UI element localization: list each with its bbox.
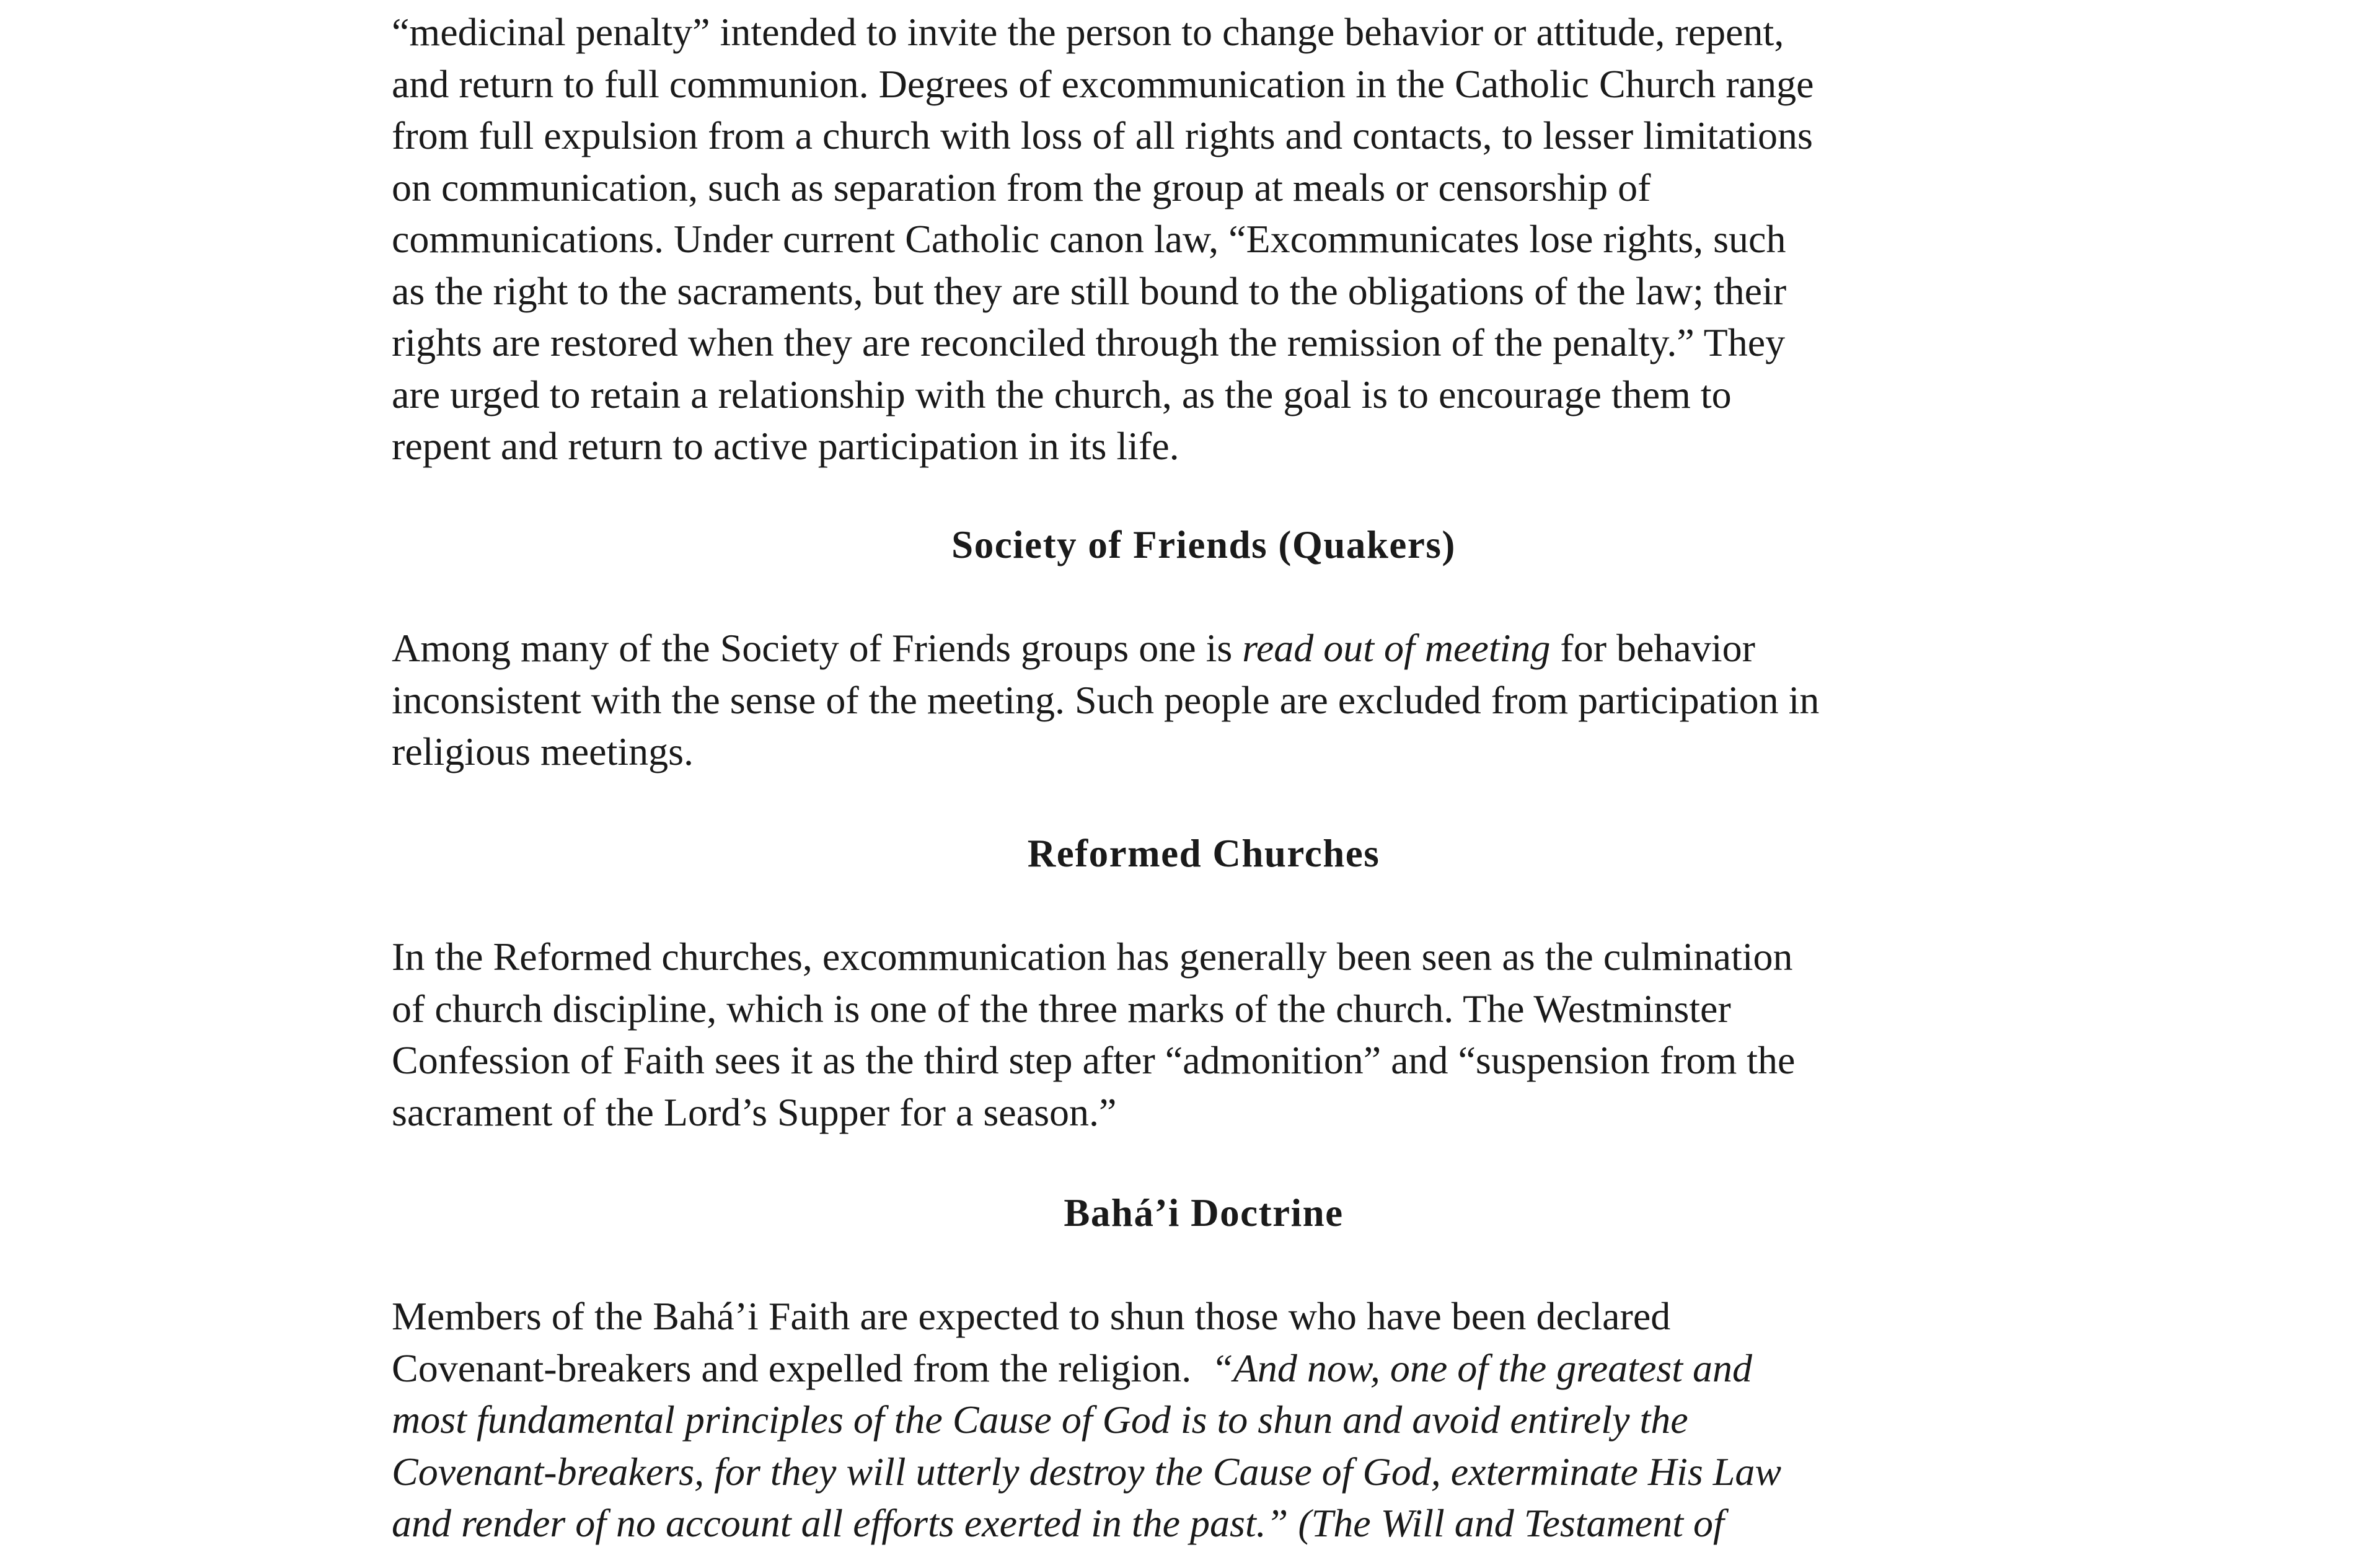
paragraph-line bbox=[392, 622, 1819, 674]
paragraph-line bbox=[392, 1342, 1781, 1394]
paragraph-line: from full expulsion from a church with loss of all rights and contacts, to lesser limitations bbox=[392, 113, 1813, 157]
paragraph-line: as the right to the sacraments, but they are still bound to the obligations of the law; their bbox=[392, 268, 1787, 313]
bahai-paragraph bbox=[392, 1290, 1781, 1549]
paragraph-line: of church discipline, which is one of the three marks of the church. The Westminster bbox=[392, 986, 1731, 1031]
quakers-paragraph bbox=[392, 622, 1819, 778]
reformed-paragraph bbox=[392, 931, 1795, 1138]
paragraph-line: on communication, such as separation from the group at meals or censorship of bbox=[392, 165, 1651, 209]
italic-quote-line: Covenant-breakers, for they will utterly destroy the Cause of God, exterminate His Law bbox=[392, 1449, 1782, 1494]
paragraph-line: communications. Under current Catholic canon law, “Excommunicates lose rights, such bbox=[392, 217, 1786, 261]
paragraph-line: rights are restored when they are reconciled through the remission of the penalty.” They bbox=[392, 320, 1786, 364]
paragraph-line: In the Reformed churches, excommunication has generally been seen as the culmination bbox=[392, 935, 1793, 979]
paragraph-line: repent and return to active participation in its life. bbox=[392, 424, 1179, 468]
line-text: Covenant-breakers and expelled from the religion. bbox=[392, 1346, 1212, 1390]
bahai-heading: Bahá’i Doctrine bbox=[1064, 1191, 1344, 1235]
paragraph-line: inconsistent with the sense of the meeting. Such people are excluded from participation in bbox=[392, 677, 1820, 722]
italic-quote: “And now, one of the greatest and bbox=[1211, 1346, 1752, 1390]
italic-quote-line: most fundamental principles of the Cause of God is to shun and avoid entirely the bbox=[392, 1398, 1688, 1442]
paragraph-line: sacrament of the Lord’s Supper for a season.” bbox=[392, 1090, 1117, 1134]
paragraph-line: and return to full communion. Degrees of excommunication in the Catholic Church range bbox=[392, 61, 1814, 106]
italic-term: read out of meeting bbox=[1242, 626, 1551, 670]
line-text: for behavior bbox=[1550, 626, 1755, 670]
line-text: Among many of the Society of Friends groups one is bbox=[392, 626, 1243, 670]
reformed-heading: Reformed Churches bbox=[1027, 832, 1380, 875]
italic-quote-line: and render of no account all efforts exerted in the past.” (The Will and Testament of bbox=[392, 1501, 1724, 1545]
paragraph-line: “medicinal penalty” intended to invite the person to change behavior or attitude, repent, bbox=[392, 10, 1784, 54]
quakers-heading: Society of Friends (Quakers) bbox=[951, 523, 1456, 566]
catholic-paragraph bbox=[392, 6, 1814, 472]
paragraph-line: are urged to retain a relationship with the church, as the goal is to encourage them to bbox=[392, 372, 1732, 416]
paragraph-line: religious meetings. bbox=[392, 729, 694, 773]
paragraph-line: Members of the Bahá’i Faith are expected to shun those who have been declared bbox=[392, 1294, 1671, 1338]
paragraph-line: Confession of Faith sees it as the third step after “admonition” and “suspension from the bbox=[392, 1038, 1796, 1082]
